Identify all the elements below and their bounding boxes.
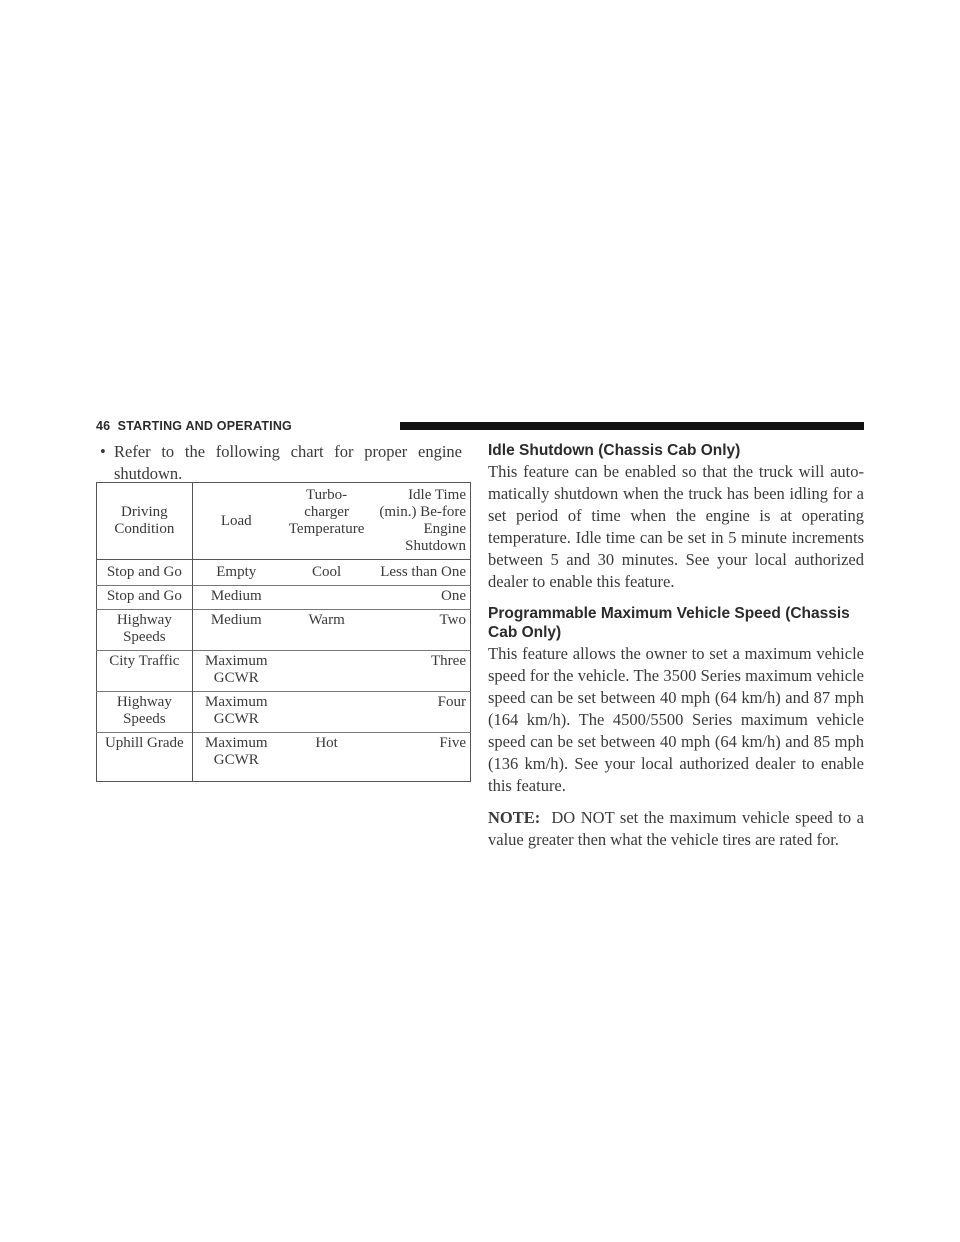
header-label [96, 418, 292, 434]
column-header: Idle Time (min.) Be-fore Engine Shutdown [373, 483, 470, 560]
table-cell: Uphill Grade [97, 733, 193, 782]
table-cell: Maximum GCWR [192, 733, 280, 782]
note-paragraph [488, 807, 864, 851]
table-cell [280, 586, 374, 610]
header-rule [400, 422, 864, 430]
section-title: STARTING AND OPERATING [117, 419, 292, 433]
table-row [97, 692, 471, 733]
table-cell: Stop and Go [97, 586, 193, 610]
note-text: DO NOT set the maximum vehicle speed to a value greater then what the vehicle tires are rated for. [488, 808, 864, 849]
page-header [96, 418, 864, 434]
table-cell [280, 692, 374, 733]
table-cell: Less than One [380, 564, 466, 580]
table-row [97, 560, 471, 586]
table-cell: One [373, 586, 470, 610]
table-header-row [97, 483, 471, 560]
table-cell: Cool [312, 564, 342, 580]
table-cell: Maximum GCWR [192, 651, 280, 692]
table-row [97, 733, 471, 782]
section-heading: Programmable Maximum Vehicle Speed (Chassis Cab Only) [488, 605, 850, 641]
table-cell: Medium [192, 610, 280, 651]
right-column [488, 441, 864, 851]
table-cell: Two [373, 610, 470, 651]
column-header: Load [192, 483, 280, 560]
engine-shutdown-table [96, 482, 471, 782]
table-cell: Empty [216, 564, 257, 580]
section-heading: Idle Shutdown (Chassis Cab Only) [488, 442, 741, 459]
table-row [97, 586, 471, 610]
table-cell: Five [373, 733, 470, 782]
table-cell: Hot [280, 733, 374, 782]
table-cell: Medium [192, 586, 280, 610]
bullet-icon: • [100, 442, 106, 461]
section-body: This feature can be enabled so that the truck will auto-matically shutdown when the truck has been idling for a set period of time when the engine is at operating temperature. Idle time can be set in 5 minute increments between 5 and 30 minutes. See your local authorized dealer to enable this feature. [488, 462, 864, 591]
table-cell: Stop and Go [97, 560, 193, 586]
table-cell: Warm [280, 610, 374, 651]
table-cell: Four [373, 692, 470, 733]
table-row [97, 610, 471, 651]
table-cell: Highway Speeds [97, 610, 193, 651]
note-label: NOTE: [488, 808, 541, 827]
table-row [97, 651, 471, 692]
section-body: This feature allows the owner to set a maximum vehicle speed for the vehicle. The 3500 Series maximum vehicle speed can be set between 40 mph (64 km/h) and 87 mph (164 km/h). The 4500/5500 Series maximum vehicle speed can be set between 40 mph (64 km/h) and 85 mph (136 km/h). See your local authorized dealer to enable this feature. [488, 644, 864, 795]
bullet-text: Refer to the following chart for proper engine shutdown. [114, 442, 462, 483]
column-header: Turbo-charger Temperature [280, 483, 374, 560]
table-cell: City Traffic [97, 651, 193, 692]
table-cell: Maximum GCWR [192, 692, 280, 733]
column-header: Driving Condition [97, 483, 193, 560]
table-cell [280, 651, 374, 692]
page-number: 46 [96, 419, 111, 433]
table-cell: Highway Speeds [97, 692, 193, 733]
bullet-item [96, 441, 462, 485]
table-cell: Three [373, 651, 470, 692]
